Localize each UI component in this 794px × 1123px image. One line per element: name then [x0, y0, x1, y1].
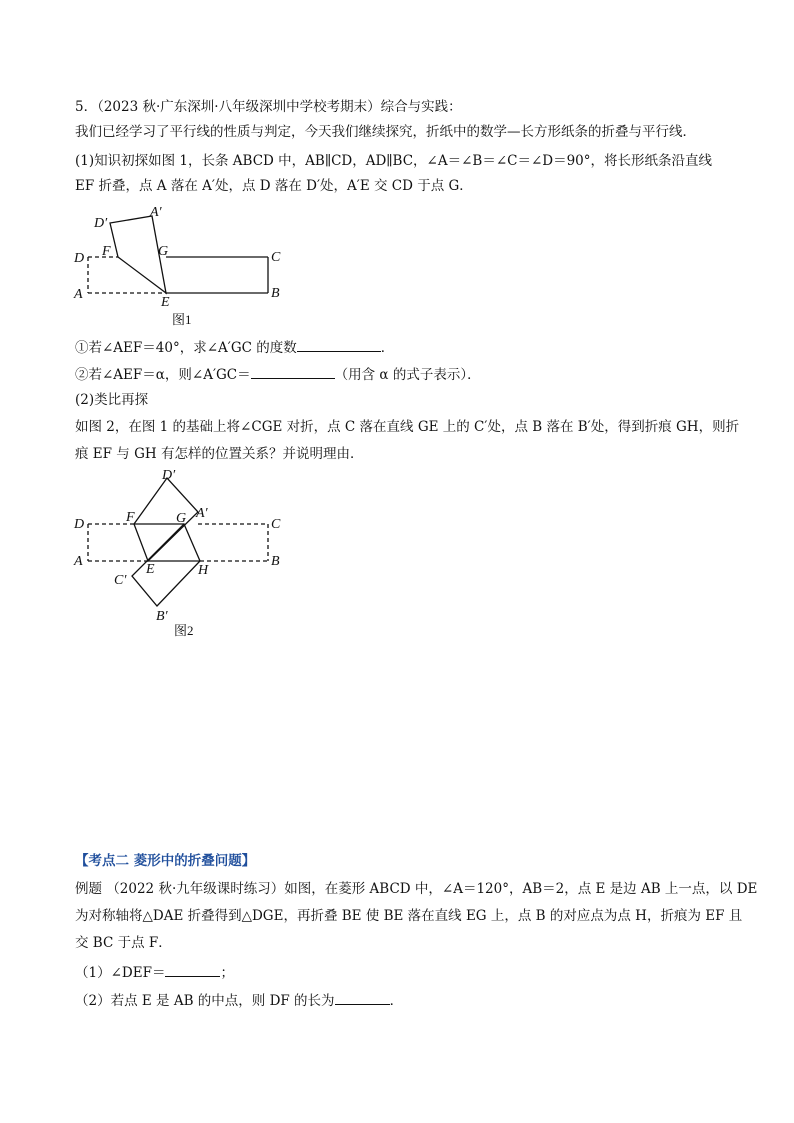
sub-question-1-end: ．	[380, 340, 395, 356]
fig2-label-h: H	[198, 563, 209, 578]
fig2-label-c: C	[271, 517, 281, 532]
fig1-label-c: C	[271, 250, 281, 265]
part2-line-2: 痕 EF 与 GH 有怎样的位置关系？并说明理由．	[75, 446, 364, 462]
figure-1	[70, 200, 300, 330]
fig2-label-a-prime: A′	[196, 506, 208, 521]
fig2-label-g: G	[176, 511, 187, 526]
fig1-label-e: E	[161, 295, 170, 310]
sub-question-2-text: ②若∠AEF＝α，则∠A′GC＝	[75, 367, 251, 383]
fig2-lower-flap	[132, 524, 200, 606]
part2-title: (2)类比再探	[75, 392, 149, 408]
fig2-label-b-prime: B′	[156, 609, 168, 624]
fig1-label-g: G	[158, 244, 169, 259]
example-question-2-text: （2）若点 E 是 AB 的中点，则 DF 的长为	[75, 993, 335, 1009]
answer-blank-3[interactable]	[165, 962, 220, 977]
figure-2	[70, 468, 300, 643]
example-line-2: 为对称轴将△DAE 折叠得到△DGE，再折叠 BE 使 BE 落在直线 EG 上，点 B 的对应点为点 H，折痕为 EF 且	[75, 908, 743, 924]
sub-question-1	[75, 337, 394, 357]
question-5-source: 5．（2023 秋·广东深圳·八年级深圳中学校考期末）综合与实践：	[75, 99, 462, 115]
fig2-label-f: F	[126, 510, 135, 525]
sub-question-2-end: （用含 α 的式子表示）．	[334, 367, 481, 383]
example-question-1-end: ；	[220, 965, 234, 981]
example-question-1	[75, 962, 234, 982]
part1-line-1: (1)知识初探如图 1，长条 ABCD 中，AB∥CD，AD∥BC，∠A＝∠B＝∠C＝∠D＝90°，将长形纸条沿直线	[75, 153, 713, 169]
fig2-label-d: D	[74, 517, 85, 532]
part2-line-1: 如图 2，在图 1 的基础上将∠CGE 对折，点 C 落在直线 GE 上的 C′处，点 B 落在 B′处，得到折痕 GH，则折	[75, 419, 740, 435]
example-question-2-end: ．	[389, 993, 404, 1009]
example-question-1-text: （1）∠DEF＝	[75, 965, 166, 981]
fig1-caption: 图1	[172, 312, 192, 327]
sub-question-1-text: ①若∠AEF＝40°，求∠A′GC 的度数	[75, 340, 297, 356]
example-line-3: 交 BC 于点 F．	[75, 935, 172, 951]
example-question-2	[75, 990, 403, 1010]
sub-question-2	[75, 364, 481, 384]
part1-line-2: EF 折叠，点 A 落在 A′处，点 D 落在 D′处，A′E 交 CD 于点 G．	[75, 178, 473, 194]
fig1-label-b: B	[271, 286, 280, 301]
fig2-label-d-prime: D′	[162, 468, 176, 483]
fig1-label-f: F	[102, 244, 111, 259]
example-line-1: 例题 （2022 秋·九年级课时练习）如图，在菱形 ABCD 中，∠A＝120°，AB＝2，点 E 是边 AB 上一点，以 DE	[75, 881, 758, 897]
question-5-intro: 我们已经学习了平行线的性质与判定，今天我们继续探究，折纸中的数学—长方形纸条的折叠与平行线．	[75, 124, 696, 140]
fig1-label-a-prime: A′	[150, 205, 162, 220]
fig2-label-a: A	[74, 554, 83, 569]
fig2-upper-flap	[134, 478, 198, 561]
fig1-label-a: A	[74, 287, 83, 302]
fig2-label-c-prime: C′	[114, 573, 127, 588]
answer-blank-1[interactable]	[297, 337, 381, 352]
fig1-label-d: D	[74, 251, 85, 266]
section-2-heading: 【考点二 菱形中的折叠问题】	[75, 853, 256, 869]
answer-blank-4[interactable]	[335, 990, 390, 1005]
answer-blank-2[interactable]	[251, 364, 335, 379]
fig2-label-e: E	[146, 562, 155, 577]
fig2-label-b: B	[271, 554, 280, 569]
fig1-label-d-prime: D′	[94, 216, 108, 231]
fig2-caption: 图2	[174, 623, 194, 638]
